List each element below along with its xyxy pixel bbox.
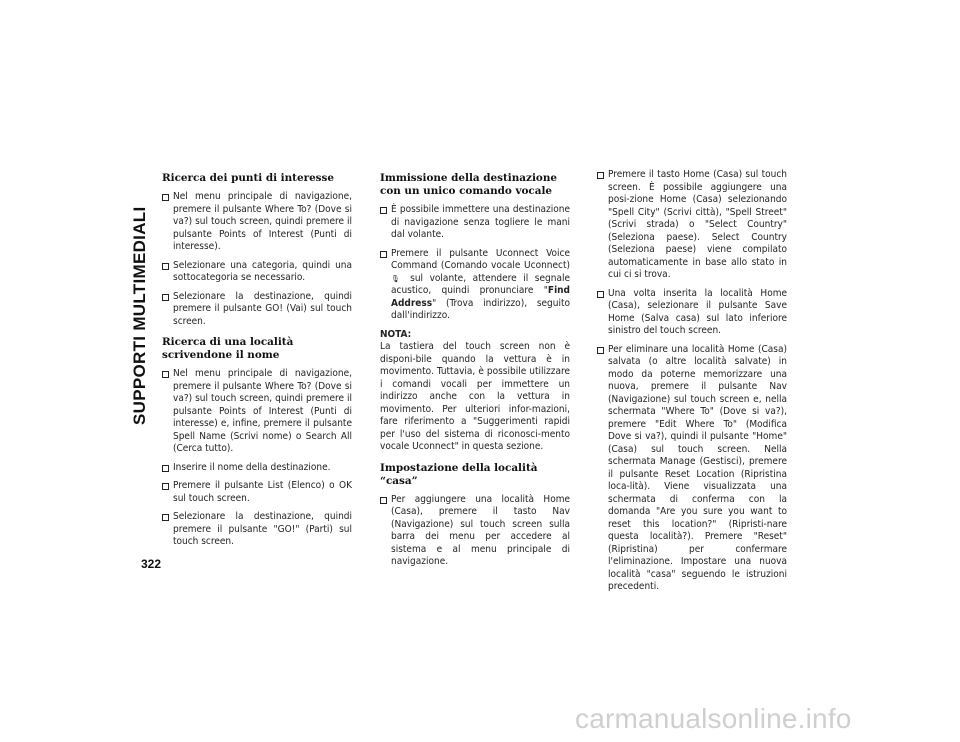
note-label: NOTA:: [380, 328, 412, 340]
watermark: carmanualsonline.info: [575, 703, 852, 734]
column-3: [597, 169, 787, 600]
bullet-square-icon: [597, 347, 604, 354]
voice-command-icon: 🎙: [391, 274, 404, 283]
bullet-square-icon: [162, 483, 169, 490]
bullet-square-icon: [162, 263, 169, 270]
heading-spell-name: Ricerca di una località scrivendone il nome: [162, 336, 294, 361]
list-item: Inserire il nome della destinazione.: [162, 462, 352, 475]
bullet-list: [380, 204, 570, 323]
heading-voice-destination: Immissione della destinazione con un unico comando vocale: [380, 172, 557, 197]
column-1: [162, 172, 352, 557]
column-2: [380, 172, 570, 575]
bullet-square-icon: [597, 291, 604, 298]
section-spell-name: [162, 336, 352, 549]
list-item: Per eliminare una località Home (Casa) salvata (o altre località salvate) in modo da poterne memorizzare una nuova, premere il pulsante Nav (Navigazione) sul touch screen e, nella schermata "Where To" (Dove si va?), premere "Edit Where To" (Modifica Dove si va?), quindi il pulsante "Home" (Casa) sul touch screen. Nella schermata Manage (Gestisci), premere il pulsante Reset Location (Ripristina loca-lità). Viene visualizzata una schermata di conferma con la domanda "Are you sure you want to reset this location?" (Ripristi-nare questa località?). Premere "Reset" (Ripristina) per confermare l'eliminazione. Impostare una nuova località "casa" seguendo le istruzioni precedenti.: [597, 344, 787, 594]
list-item: Nel menu principale di navigazione, premere il pulsante Where To? (Dove si va?) sul touch screen, quindi premere il pulsante Points of Interest (Punti di interesse).: [162, 191, 352, 254]
bullet-square-icon: [162, 371, 169, 378]
section-side-title: SUPPORTI MULTIMEDIALI: [130, 206, 149, 425]
bullet-square-icon: [597, 172, 604, 179]
bullet-list: [162, 191, 352, 328]
bullet-list: [597, 169, 787, 594]
list-item: Selezionare la destinazione, quindi premere il pulsante "GO!" (Parti) sul touch screen.: [162, 511, 352, 549]
bullet-square-icon: [162, 294, 169, 301]
bullet-square-icon: [162, 465, 169, 472]
page-number: 322: [141, 557, 162, 571]
bullet-list: [162, 368, 352, 549]
bullet-list: [380, 494, 570, 569]
heading-poi-search: Ricerca dei punti di interesse: [162, 172, 334, 184]
list-item: Per aggiungere una località Home (Casa), premere il tasto Nav (Navigazione) sul touch screen sulla barra dei menu per accedere al sistema e al menu principale di navigazione.: [380, 494, 570, 569]
list-item: Una volta inserita la località Home (Casa), selezionare il pulsante Save Home (Salva casa) sul lato inferiore sinistro del touch screen.: [597, 288, 787, 338]
bullet-square-icon: [380, 497, 387, 504]
bullet-square-icon: [380, 207, 387, 214]
list-item: Premere il pulsante List (Elenco) o OK sul touch screen.: [162, 480, 352, 505]
heading-home-location: Impostazione della località “casa”: [380, 461, 538, 487]
list-item: Premere il pulsante Uconnect Voice Command (Comando vocale Uconnect) 🎙 sul volante, attendere il segnale acustico, quindi pronunciare "Find Address" (Trova indirizzo), seguito dall'indirizzo.: [380, 248, 570, 323]
note-text: La tastiera del touch screen non è disponi-bile quando la vettura è in movimento. Tuttavia, è possibile utilizzare i comandi vocali per immettere un indirizzo anche con la vettura in movimento. Per ulteriori infor-mazioni, fare riferimento a "Suggerimenti rapidi per l'uso del sistema di riconosci-mento vocale Uconnect" in questa sezione.: [380, 341, 570, 452]
bullet-square-icon: [162, 514, 169, 521]
find-address-keyword: Find Address: [391, 285, 570, 309]
section-poi-search: [162, 172, 352, 328]
list-item: È possibile immettere una destinazione di navigazione senza togliere le mani dal volante.: [380, 204, 570, 242]
list-item: Selezionare la destinazione, quindi premere il pulsante GO! (Vai) sul touch screen.: [162, 291, 352, 329]
list-item: Nel menu principale di navigazione, premere il pulsante Where To? (Dove si va?) sul touch screen, quindi premere il pulsante Points of Interest (Punti di interesse) e, infine, premere il pulsante Spell Name (Scrivi nome) o Search All (Cerca tutto).: [162, 368, 352, 456]
bullet-square-icon: [162, 194, 169, 201]
list-item: Premere il tasto Home (Casa) sul touch screen. È possibile aggiungere una posi-zione Home (Casa) selezionando "Spell City" (Scrivi città), "Spell Street" (Scrivi strada) o "Select Country" (Seleziona paese). Select Country (Seleziona paese) viene compilato automaticamente in base allo stato in cui ci si trova.: [597, 169, 787, 282]
bullet-square-icon: [380, 251, 387, 258]
list-item: Selezionare una categoria, quindi una sottocategoria se necessario.: [162, 260, 352, 285]
